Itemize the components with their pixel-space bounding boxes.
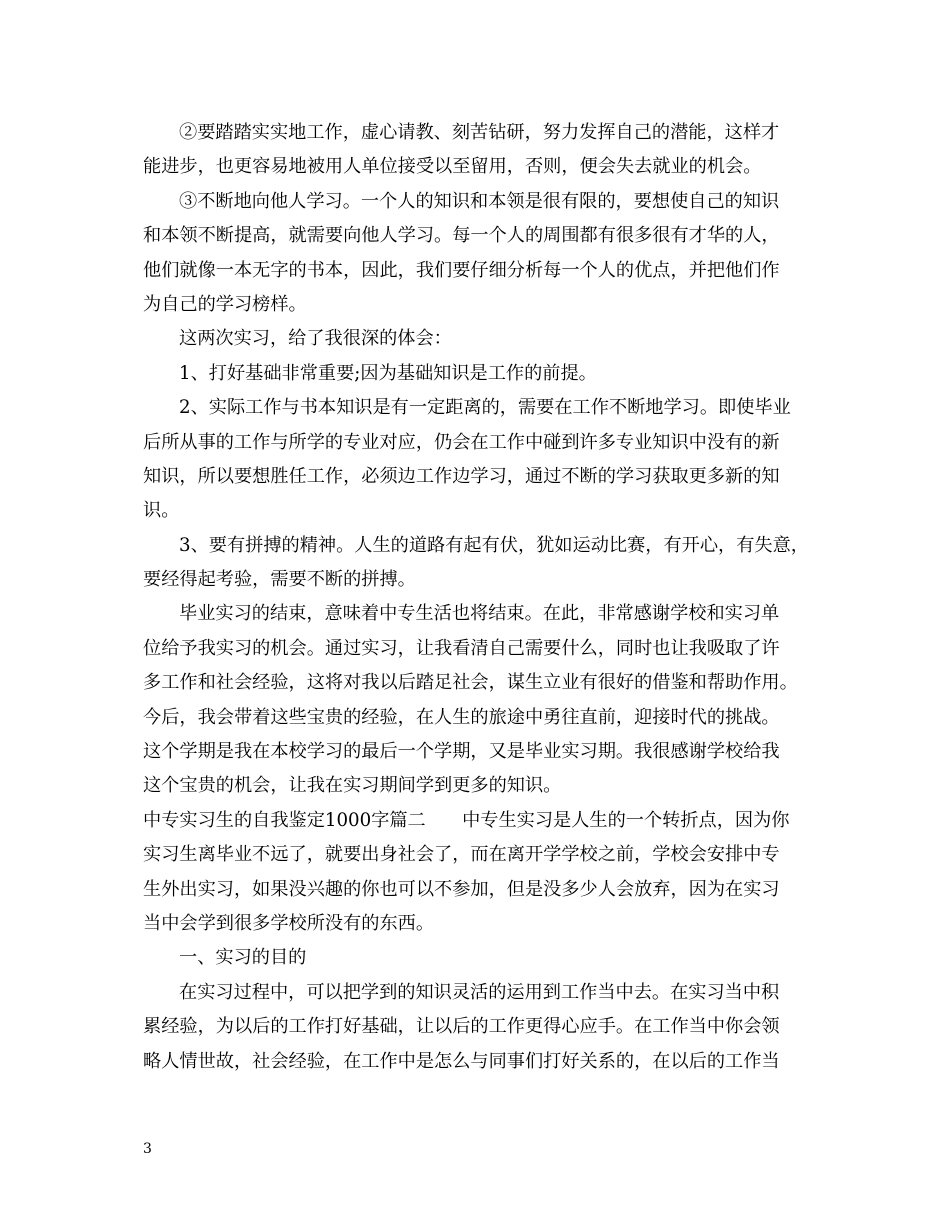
text-line: 识。 bbox=[143, 500, 180, 522]
text-line: 和本领不断提高，就需要向他人学习。每一个人的周围都有很多很有才华的人， bbox=[143, 225, 780, 247]
text-line: 知识，所以要想胜任工作，必须边工作边学习，通过不断的学习获取更多新的知 bbox=[143, 465, 780, 487]
text-line: 今后，我会带着这些宝贵的经验，在人生的旅途中勇往直前，迎接时代的挑战。 bbox=[143, 706, 780, 728]
text-line: 一、实习的目的 bbox=[179, 947, 307, 969]
text-line: 3、要有拼搏的精神。人生的道路有起有伏，犹如运动比赛，有开心，有失意， bbox=[179, 534, 809, 556]
document-body bbox=[143, 116, 823, 1079]
text-line: 略人情世故，社会经验，在工作中是怎么与同事们打好关系的，在以后的工作当 bbox=[143, 1050, 780, 1072]
text-line: ③不断地向他人学习。一个人的知识和本领是很有限的，要想使自己的知识 bbox=[179, 190, 780, 212]
text-line: 毕业实习的结束，意味着中专生活也将结束。在此，非常感谢学校和实习单 bbox=[179, 603, 780, 625]
text-line: 他们就像一本无字的书本，因此，我们要仔细分析每一个人的优点，并把他们作 bbox=[143, 259, 780, 281]
text-line: 中专实习生的自我鉴定1000字篇二 中专生实习是人生的一个转折点，因为你 bbox=[143, 809, 790, 831]
text-line: 2、实际工作与书本知识是有一定距离的，需要在工作不断地学习。即使毕业 bbox=[179, 397, 791, 419]
text-line: 累经验，为以后的工作打好基础，让以后的工作更得心应手。在工作当中你会领 bbox=[143, 1016, 780, 1038]
text-line: 位给予我实习的机会。通过实习，让我看清自己需要什么，同时也让我吸取了许 bbox=[143, 637, 780, 659]
text-line: 1、打好基础非常重要;因为基础知识是工作的前提。 bbox=[179, 362, 597, 384]
page-number: 3 bbox=[143, 1141, 152, 1157]
text-line: 这个学期是我在本校学习的最后一个学期，又是毕业实习期。我很感谢学校给我 bbox=[143, 741, 780, 763]
text-line: 当中会学到很多学校所没有的东西。 bbox=[143, 912, 435, 934]
text-line: ②要踏踏实实地工作，虚心请教、刻苦钻研，努力发挥自己的潜能，这样才 bbox=[179, 122, 780, 143]
text-line: 多工作和社会经验，这将对我以后踏足社会，谋生立业有很好的借鉴和帮助作用。 bbox=[143, 672, 798, 694]
text-line: 在实习过程中，可以把学到的知识灵活的运用到工作当中去。在实习当中积 bbox=[179, 981, 780, 1003]
text-line: 这两次实习，给了我很深的体会： bbox=[179, 328, 452, 350]
text-line: 这个宝贵的机会，让我在实习期间学到更多的知识。 bbox=[143, 775, 562, 797]
text-line: 能进步，也更容易地被用人单位接受以至留用，否则，便会失去就业的机会。 bbox=[143, 156, 762, 178]
text-line: 实习生离毕业不远了，就要出身社会了，而在离开学学校之前，学校会安排中专 bbox=[143, 844, 780, 866]
text-line: 要经得起考验，需要不断的拼搏。 bbox=[143, 569, 416, 591]
text-line: 后所从事的工作与所学的专业对应，仍会在工作中碰到许多专业知识中没有的新 bbox=[143, 431, 780, 453]
text-line: 为自己的学习榜样。 bbox=[143, 293, 307, 315]
text-line: 生外出实习，如果没兴趣的你也可以不参加，但是没多少人会放弃，因为在实习 bbox=[143, 878, 780, 900]
